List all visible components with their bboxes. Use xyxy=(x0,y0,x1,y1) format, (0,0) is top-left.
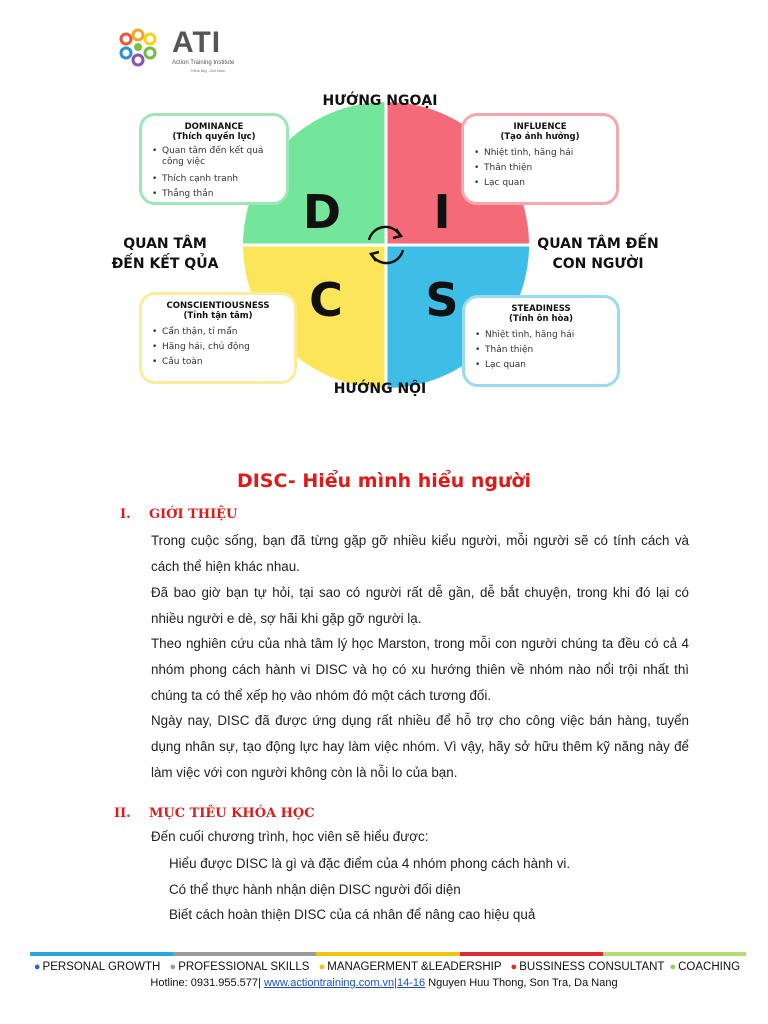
list-item: • Quan tâm đến kết quả công việc xyxy=(162,146,278,168)
list-item: • Lạc quan xyxy=(485,358,609,373)
steadiness-box xyxy=(462,295,620,387)
footer-contact xyxy=(0,977,768,989)
footer-item: PROFESSIONAL SKILLS xyxy=(178,961,310,973)
list-item: • Thân thiện xyxy=(485,343,609,358)
section-number: I. xyxy=(120,507,131,522)
footer-item: BUSSINESS CONSULTANT xyxy=(519,961,665,973)
footer-item: PERSONAL GROWTH xyxy=(42,961,161,973)
letter-i: I xyxy=(433,185,451,239)
conscientiousness-title: CONSCIENTIOUSNESS xyxy=(166,301,270,311)
goals-intro: Đến cuối chương trình, học viên sẽ hiểu được: xyxy=(151,829,429,844)
footer-item: COACHING xyxy=(678,961,741,973)
paragraph: Trong cuộc sống, bạn đã từng gặp gỡ nhiều kiểu người, mỗi người sẽ có tính cách và cách thể hiện khác nhau. xyxy=(151,533,689,574)
list-item: • Nhiệt tình, hăng hái xyxy=(485,328,609,343)
letter-d: D xyxy=(302,185,342,239)
influence-subtitle: (Tạo ảnh hưởng) xyxy=(500,132,580,142)
footer-services xyxy=(0,961,768,973)
bullet-icon: ● xyxy=(318,961,326,973)
logo-subtitle: Action Training Institute xyxy=(172,60,235,66)
list-item: Hiểu được DISC là gì và đặc điểm của 4 nhóm phong cách hành vi. xyxy=(169,856,571,871)
dominance-subtitle: (Thích quyền lực) xyxy=(172,132,256,142)
logo-text: ATI xyxy=(172,26,222,59)
dominance-title: DOMINANCE xyxy=(184,122,244,132)
bullet-icon: ● xyxy=(33,961,41,973)
conscientiousness-box xyxy=(139,292,297,384)
list-item: Có thể thực hành nhận diện DISC người đối diện xyxy=(169,882,461,897)
disc-diagram xyxy=(0,80,768,410)
section-number: II. xyxy=(114,806,131,821)
bullet-icon: ● xyxy=(669,961,677,973)
label-task-focus-1: QUAN TÂM xyxy=(123,236,207,252)
influence-box xyxy=(461,113,619,205)
section-heading-intro xyxy=(120,507,237,522)
influence-title: INFLUENCE xyxy=(513,122,567,132)
steadiness-subtitle: (Tính ôn hòa) xyxy=(508,314,574,324)
dominance-box xyxy=(139,113,289,205)
label-people-focus-2: CON NGƯỜI xyxy=(552,256,644,272)
logo-tagline: Think Big - Act Now xyxy=(190,68,225,73)
paragraph: Đã bao giờ bạn tự hỏi, tại sao có người rất dễ gần, dễ bắt chuyện, trong khi đó lại có nhiều người e dè, sợ hãi khi gặp gỡ người lạ. xyxy=(151,585,689,626)
list-item: • Cầu toàn xyxy=(162,355,286,370)
conscientiousness-subtitle: (Tỉnh tận tâm) xyxy=(183,311,253,321)
website-link[interactable]: www.actiontraining.com.vn|14-16 xyxy=(263,977,426,989)
paragraph: Ngày nay, DISC đã được ứng dụng rất nhiều để hỗ trợ cho công việc bán hàng, tuyển dụng nhân sự, tạo động lực hay làm việc nhóm. Vì vậy, hãy sở hữu thêm kỹ năng này để làm việc với con người không còn là nỗi lo của bạn. xyxy=(151,713,689,780)
footer-color-bar xyxy=(30,952,746,956)
address: Nguyen Huu Thong, Son Tra, Da Nang xyxy=(428,977,618,989)
list-item: Biết cách hoàn thiện DISC của cá nhân để nâng cao hiệu quả xyxy=(169,907,536,922)
section-heading-goals xyxy=(114,806,315,821)
section-title: GIỚI THIỆU xyxy=(149,507,238,522)
list-item: • Thích cạnh tranh xyxy=(162,172,278,187)
list-item: • Nhiệt tình, hăng hái xyxy=(484,146,608,161)
paragraph: Theo nghiên cứu của nhà tâm lý học Marston, trong mỗi con người chúng ta đều có cả 4 nhóm phong cách hành vi DISC và họ có xu hướng thiên về nhóm nào nổi trội nhất thì chúng ta có thể xếp họ vào nhóm đó một cách tương đối. xyxy=(151,636,689,703)
label-people-focus-1: QUAN TÂM ĐẾN xyxy=(537,236,659,252)
label-introverted: HƯỚNG NỘI xyxy=(333,381,427,397)
list-item: • Thẳng thắn xyxy=(162,187,278,202)
list-item: • Thân thiện xyxy=(484,161,608,176)
document-title: DISC- Hiểu mình hiểu người xyxy=(236,470,532,492)
footer-item: MANAGERMENT &LEADERSHIP xyxy=(327,961,502,973)
label-extroverted: HƯỚNG NGOẠI xyxy=(322,93,438,109)
steadiness-title: STEADINESS xyxy=(511,304,571,314)
letter-s: S xyxy=(425,273,459,327)
bullet-icon: ● xyxy=(510,961,518,973)
hotline: Hotline: 0931.955.577| xyxy=(150,977,261,989)
label-task-focus-2: ĐẾN KẾT QỦA xyxy=(111,256,219,272)
list-item: • Cẩn thận, tỉ mẩn xyxy=(162,325,286,340)
list-item: • Hăng hái, chủ động xyxy=(162,340,286,355)
section-title: MỤC TIÊU KHÓA HỌC xyxy=(149,806,315,821)
letter-c: C xyxy=(309,273,343,327)
list-item: • Lạc quan xyxy=(484,176,608,191)
bullet-icon: ● xyxy=(169,961,177,973)
